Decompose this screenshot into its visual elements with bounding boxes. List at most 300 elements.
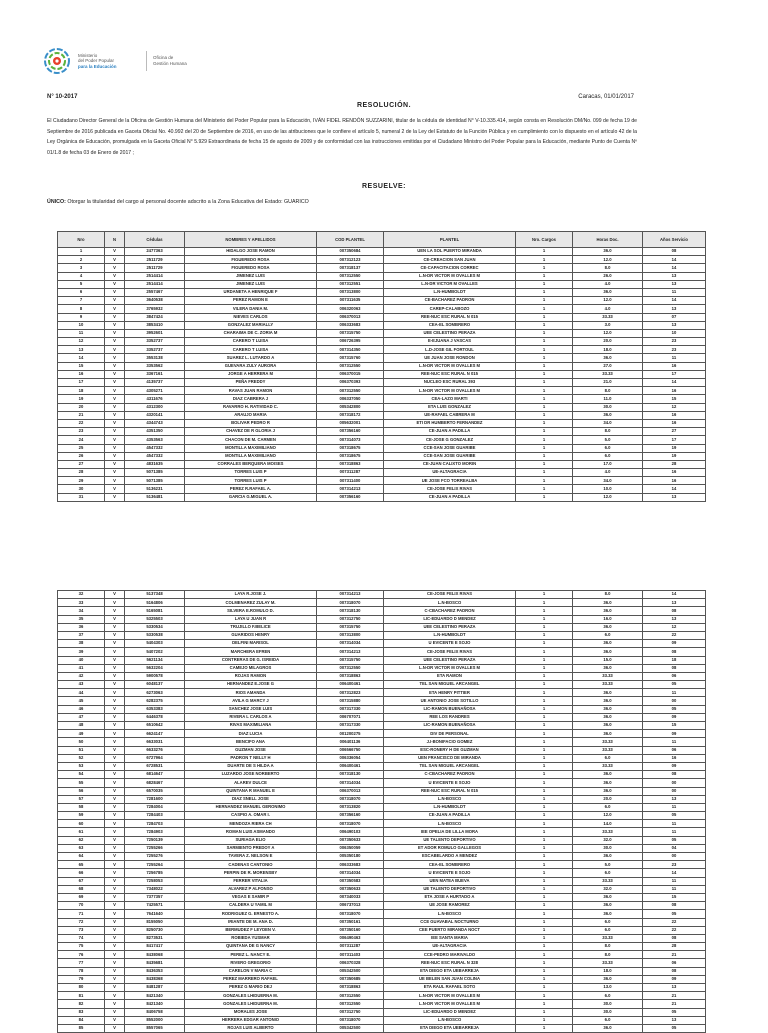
table-cell: 006707071 — [317, 713, 384, 721]
table-cell: V — [105, 1016, 125, 1024]
table-cell: 8 — [58, 305, 105, 313]
table-cell: MONTILLA MAXIMILIANO — [185, 444, 317, 452]
table-row — [58, 469, 706, 477]
table-cell: CCE-SAN JOSE GUARIBE — [384, 444, 516, 452]
table-cell: 17 — [643, 436, 706, 444]
resolution-title: RESOLUCIÓN. — [356, 102, 412, 109]
table-cell: V — [105, 354, 125, 362]
table-cell: 38 — [58, 640, 105, 648]
table-cell: 13 — [58, 346, 105, 354]
table-cell: 8155050 — [125, 918, 185, 926]
table-cell: 13 — [643, 305, 706, 313]
table-cell: 5325503 — [125, 615, 185, 623]
table-cell: 75 — [58, 943, 105, 951]
table-cell: 4 — [58, 272, 105, 280]
table-cell: CE-JUAN A PADILLA — [384, 493, 516, 501]
ministry-logo-icon — [44, 48, 70, 74]
table-cell: REE-NUC ESC RURAL N 328 — [384, 959, 516, 967]
table-cell: L.N-DR VICTOR M OVALLES M — [384, 1000, 516, 1008]
table-cell: L.N-HUMBOLDT — [384, 803, 516, 811]
table-row — [58, 272, 706, 280]
table-cell: 57 — [58, 795, 105, 803]
table-cell: 1 — [516, 787, 573, 795]
table-cell: 7348022 — [125, 885, 185, 893]
table-cell: 74 — [58, 934, 105, 942]
table-cell: 1 — [516, 812, 573, 820]
table-cell: 1 — [516, 910, 573, 918]
table-cell: V — [105, 672, 125, 680]
table-cell: C-CBACHAREZ PADRON — [384, 771, 516, 779]
table-cell: 8421340 — [125, 992, 185, 1000]
table-cell: 23 — [643, 346, 706, 354]
table-cell: 7258053 — [125, 877, 185, 885]
table-cell: 09 — [643, 640, 706, 648]
table-cell: CE-CREACION SAN JUAN — [384, 256, 516, 264]
table-cell: IEE SANTA MARIA — [384, 934, 516, 942]
table-cell: 8481287 — [125, 984, 185, 992]
table-cell: 1 — [516, 820, 573, 828]
table-cell: 6814647 — [125, 771, 185, 779]
table-row — [58, 436, 706, 444]
table-cell: CASPIO A. OMAR I. — [185, 812, 317, 820]
table-cell: L.N-BOSCO — [384, 910, 516, 918]
header-divider — [146, 51, 147, 71]
table-cell: 006401136 — [317, 738, 384, 746]
table-cell: V — [105, 346, 125, 354]
table-cell: BOLIVAR PEDRO R — [185, 419, 317, 427]
table-cell: RIVAS MAXIMILIANA — [185, 722, 317, 730]
table-cell: 1 — [516, 697, 573, 705]
table-cell: TORRES LUIS P — [185, 469, 317, 477]
table-cell: 006726395 — [317, 338, 384, 346]
table-row — [58, 403, 706, 411]
table-cell: NIEVES CARLOS — [185, 313, 317, 321]
table-cell: 007312123 — [317, 256, 384, 264]
table-cell: 1 — [516, 705, 573, 713]
table-cell: V — [105, 836, 125, 844]
table-cell: 11 — [643, 820, 706, 828]
table-cell: 15 — [643, 395, 706, 403]
table-cell: BENCIFO ANA — [185, 738, 317, 746]
table-row — [58, 730, 706, 738]
table-cell: 1 — [516, 362, 573, 370]
table-cell: PEREZ R.RAFAEL A. — [185, 485, 317, 493]
table-cell: V — [105, 615, 125, 623]
table-cell: 8406758 — [125, 1008, 185, 1016]
table-cell: CADENAS CANTONIO — [185, 861, 317, 869]
table-cell: HERNANDEZ MANUEL GERONIMO — [185, 803, 317, 811]
table-cell: UE TALENTO DEPORTIVO — [384, 885, 516, 893]
table-cell: 4.0 — [573, 469, 643, 477]
table-cell: V — [105, 689, 125, 697]
table-cell: 2 — [58, 256, 105, 264]
table-cell: V — [105, 1008, 125, 1016]
table-cell: 21 — [58, 411, 105, 419]
table-cell: 36.0 — [573, 1024, 643, 1032]
table-cell: V — [105, 321, 125, 329]
table-row — [58, 754, 706, 762]
table-row — [58, 607, 706, 615]
table-row — [58, 795, 706, 803]
table-cell: 1 — [516, 1008, 573, 1016]
table-cell: PEREZ G MARIO DEJ — [185, 984, 317, 992]
table-cell: 007314073 — [317, 436, 384, 444]
table-cell: 14 — [643, 591, 706, 599]
table-cell: 36.0 — [573, 599, 643, 607]
table-cell: L.N-DR VICTOR M OVALLES M — [384, 362, 516, 370]
table-cell: 1 — [516, 681, 573, 689]
table-cell: CE-BACHAREZ PADRON — [384, 297, 516, 305]
table-cell: 007314034 — [317, 640, 384, 648]
table-cell: 33.33 — [573, 762, 643, 770]
table-cell: 69 — [58, 893, 105, 901]
table-cell: 15 — [643, 722, 706, 730]
table-cell: GUEVARA ZULY AURORA — [185, 362, 317, 370]
table-cell: 6.0 — [573, 631, 643, 639]
table-cell: 1 — [516, 975, 573, 983]
table-cell: 1 — [516, 861, 573, 869]
table-cell: 007314213 — [317, 591, 384, 599]
table-row — [58, 681, 706, 689]
table-row — [58, 762, 706, 770]
table-cell: RIOS AMANDA — [185, 689, 317, 697]
table-cell: CE-JUAN CALIXTO MORIN — [384, 460, 516, 468]
table-cell: 1 — [516, 419, 573, 427]
table-cell: 007317330 — [317, 722, 384, 730]
table-cell: 1 — [516, 853, 573, 861]
table-cell: 15 — [58, 362, 105, 370]
table-cell: REE LOS RANDRES — [384, 713, 516, 721]
table-cell: 3 — [58, 264, 105, 272]
table-cell: 1 — [516, 452, 573, 460]
table-cell: FIGUEREDO ROSA — [185, 264, 317, 272]
table-row — [58, 951, 706, 959]
table-cell: J.I-BONIFACIO GOMEZ — [384, 738, 516, 746]
table-cell: 19 — [643, 452, 706, 460]
table-cell: L.N-HUMBOLDT — [384, 288, 516, 296]
table-cell: 50 — [58, 738, 105, 746]
table-row — [58, 428, 706, 436]
table-cell: 05 — [643, 910, 706, 918]
table-cell: 4305271 — [125, 387, 185, 395]
table-cell: 1 — [516, 607, 573, 615]
table-cell: 12.0 — [573, 297, 643, 305]
table-cell: 1 — [516, 926, 573, 934]
table-cell: 16 — [643, 387, 706, 395]
table-cell: 00 — [643, 853, 706, 861]
table-cell: LIC-EDUARDO D MENDEZ — [384, 615, 516, 623]
table-cell: V — [105, 934, 125, 942]
table-cell: 13 — [643, 984, 706, 992]
table-cell: DUARTE DE S HILDA A — [185, 762, 317, 770]
table-cell: 007318675 — [317, 444, 384, 452]
table-cell: AVILA G MARCY J — [185, 697, 317, 705]
table-cell: V — [105, 1024, 125, 1032]
table-row — [58, 926, 706, 934]
table-cell: 006370015 — [317, 370, 384, 378]
table-cell: 33.33 — [573, 959, 643, 967]
column-header: NOMBRES Y APELLIDOS — [185, 232, 317, 248]
table-cell: 1 — [516, 280, 573, 288]
table-cell: NUCLEO ESC RURAL 393 — [384, 379, 516, 387]
table-cell: CARELON V MARIA C — [185, 967, 317, 975]
table-cell: 6510642 — [125, 722, 185, 730]
column-header: Cédulas — [125, 232, 185, 248]
resolution-number: N° 10-2017 — [47, 94, 78, 100]
table-cell: L.N-DR VICTOR M OVALLES M — [384, 992, 516, 1000]
table-cell: V — [105, 779, 125, 787]
table-cell: 49 — [58, 730, 105, 738]
table-cell: V — [105, 313, 125, 321]
table-cell: 4.0 — [573, 305, 643, 313]
table-cell: 81 — [58, 992, 105, 1000]
table-cell: DIAZ LUCIA — [185, 730, 317, 738]
table-cell: UEN LA SOL PUERTO MIRANDA — [384, 248, 516, 256]
table-cell: 08 — [643, 902, 706, 910]
table-cell: V — [105, 746, 125, 754]
table-cell: 5164806 — [125, 599, 185, 607]
table-cell: 4351350 — [125, 428, 185, 436]
table-cell: 007314034 — [317, 779, 384, 787]
table-cell: 001200275 — [317, 730, 384, 738]
table-cell: 14 — [643, 297, 706, 305]
table-cell: 1 — [516, 321, 573, 329]
table-cell: 33.33 — [573, 828, 643, 836]
table-cell: 3640538 — [125, 297, 185, 305]
table-cell: 05 — [643, 1008, 706, 1016]
table-cell: 1 — [516, 1024, 573, 1032]
table-cell: 1 — [516, 477, 573, 485]
table-cell: L.N-HUMBOLDT — [384, 631, 516, 639]
table-row — [58, 812, 706, 820]
table-cell: LAYA R.JOSE J. — [185, 591, 317, 599]
table-cell: 13 — [643, 615, 706, 623]
table-cell: 8421340 — [125, 1000, 185, 1008]
table-cell: BERMUDEZ F LEYDEN V. — [185, 926, 317, 934]
table-row — [58, 705, 706, 713]
table-cell: 64 — [58, 853, 105, 861]
table-cell: 007315880 — [317, 697, 384, 705]
table-cell: V — [105, 918, 125, 926]
table-cell: V — [105, 329, 125, 337]
table-cell: 14 — [643, 869, 706, 877]
table-cell: 6624147 — [125, 730, 185, 738]
table-cell: 76 — [58, 951, 105, 959]
table-cell: 36.0 — [573, 697, 643, 705]
table-cell: LIC-RAMON BUENAÑOSA — [384, 722, 516, 730]
table-cell: 6282375 — [125, 697, 185, 705]
table-cell: 09 — [643, 713, 706, 721]
table-cell: 2514414 — [125, 272, 185, 280]
table-cell: V — [105, 648, 125, 656]
table-cell: 08 — [643, 771, 706, 779]
table-cell: 16 — [643, 754, 706, 762]
table-cell: RAVAS JUAN RAMON — [185, 387, 317, 395]
table-cell: GUZMAN JOSE — [185, 746, 317, 754]
ministry-line: del Poder Popular — [78, 58, 115, 64]
table-cell: GONZALES LHIDUERNA M. — [185, 992, 317, 1000]
table-cell: 007356160 — [317, 812, 384, 820]
table-cell: U EVICENTE E SOJO — [384, 640, 516, 648]
table-cell: 22 — [643, 918, 706, 926]
table-row — [58, 615, 706, 623]
table-cell: 36.0 — [573, 607, 643, 615]
table-row — [58, 623, 706, 631]
table-cell: SARMIENTO PREDOY A — [185, 844, 317, 852]
table-cell: 007350161 — [317, 918, 384, 926]
table-cell: U EVICENTE E SOJO — [384, 869, 516, 877]
table-cell: 007312750 — [317, 615, 384, 623]
table-cell: V — [105, 477, 125, 485]
table-cell: CE-JUAN A PADILLA — [384, 812, 516, 820]
table-cell: 8557065 — [125, 1024, 185, 1032]
table-cell: 68 — [58, 885, 105, 893]
table-row — [58, 722, 706, 730]
table-cell: V — [105, 280, 125, 288]
table-cell: 77 — [58, 959, 105, 967]
table-cell: 12.0 — [573, 329, 643, 337]
table-cell: V — [105, 803, 125, 811]
table-cell: 2557467 — [125, 288, 185, 296]
table-cell: 5071385 — [125, 477, 185, 485]
table-cell: 007312550 — [317, 362, 384, 370]
table-cell: 18 — [58, 387, 105, 395]
table-cell: 007312823 — [317, 689, 384, 697]
table-cell: 6.0 — [573, 926, 643, 934]
table-cell: UE JOSE FCO TORREALBA — [384, 477, 516, 485]
table-cell: 1 — [516, 493, 573, 501]
table-cell: V — [105, 992, 125, 1000]
table-cell: 6.0 — [573, 918, 643, 926]
table-row — [58, 338, 706, 346]
table-cell: 13 — [643, 599, 706, 607]
letterhead — [44, 48, 203, 74]
resolution-date: Caracas, 01/01/2017 — [578, 94, 634, 100]
table-cell: 16 — [643, 419, 706, 427]
table-cell: 21.0 — [573, 379, 643, 387]
table-body — [58, 248, 706, 502]
table-cell: 14 — [58, 354, 105, 362]
table-cell: 1 — [516, 387, 573, 395]
table-cell: 31 — [58, 493, 105, 501]
table-cell: 08 — [643, 607, 706, 615]
table-cell: 41 — [58, 664, 105, 672]
table-cell: PADRON T NELLY H — [185, 754, 317, 762]
column-header: Nro — [58, 232, 105, 248]
table-cell: 1 — [516, 305, 573, 313]
table-cell: 06 — [643, 672, 706, 680]
table-cell: 10 — [643, 329, 706, 337]
table-cell: HIDALGO JOSE RAMON — [185, 248, 317, 256]
table-cell: 17.0 — [573, 460, 643, 468]
table-row — [58, 828, 706, 836]
table-cell: ETI DR HUMBERTO FERNANDEZ — [384, 419, 516, 427]
table-cell: V — [105, 730, 125, 738]
table-cell: 05 — [643, 681, 706, 689]
table-cell: 007311635 — [317, 297, 384, 305]
table-cell: CONTRERAS DE G. ISREIDA — [185, 656, 317, 664]
table-cell: QUINTANA R MANUEL E — [185, 787, 317, 795]
table-row — [58, 477, 706, 485]
table-row — [58, 305, 706, 313]
table-cell: 7641640 — [125, 910, 185, 918]
table-cell: 13 — [643, 321, 706, 329]
table-cell: CE-JUAN A PADILLA — [384, 428, 516, 436]
table-cell: 007350583 — [317, 877, 384, 885]
table-cell: 19 — [643, 444, 706, 452]
table-cell: 36.0 — [573, 910, 643, 918]
table-cell: 6633031 — [125, 738, 185, 746]
table-cell: V — [105, 469, 125, 477]
table-row — [58, 346, 706, 354]
table-cell: 11 — [643, 354, 706, 362]
table-cell: 6 — [58, 288, 105, 296]
table-cell: HERRERA EDGAR ANTONIO — [185, 1016, 317, 1024]
table-cell: 5 — [58, 280, 105, 288]
table-cell: 18.0 — [573, 346, 643, 354]
table-cell: 34 — [58, 607, 105, 615]
table-cell: CE-JOSE FELIX RIVAS — [384, 648, 516, 656]
table-cell: 3853410 — [125, 321, 185, 329]
table-cell: 05 — [643, 812, 706, 820]
table-cell: 4547332 — [125, 452, 185, 460]
table-cell: MONTILLA MAXIMILIANO — [185, 452, 317, 460]
table-cell: ETA DIEGO ETA UEBARREJA — [384, 1024, 516, 1032]
table-cell: 14.0 — [573, 820, 643, 828]
table-cell: 00 — [643, 787, 706, 795]
table-cell: V — [105, 853, 125, 861]
table-cell: 007350160 — [317, 926, 384, 934]
table-cell: 23 — [58, 428, 105, 436]
table-cell: 5900578 — [125, 672, 185, 680]
table-cell: 14 — [643, 379, 706, 387]
table-cell: 34.0 — [573, 419, 643, 427]
table-cell: 16.0 — [573, 615, 643, 623]
table-row — [58, 992, 706, 1000]
table-cell: ROBIEDA YUSMAR — [185, 934, 317, 942]
table-cell: 37 — [58, 631, 105, 639]
table-cell: 29 — [58, 477, 105, 485]
table-cell: 007314350 — [317, 346, 384, 354]
table-cell: V — [105, 893, 125, 901]
table-row — [58, 656, 706, 664]
column-header: Horas Doc. — [573, 232, 643, 248]
table-cell: 34.0 — [573, 477, 643, 485]
table-cell: 6353383 — [125, 705, 185, 713]
table-cell: 3847424 — [125, 313, 185, 321]
table-row — [58, 902, 706, 910]
table-cell: 36.0 — [573, 705, 643, 713]
table-cell: 007315760 — [317, 354, 384, 362]
table-cell: 36.0 — [573, 640, 643, 648]
table-cell: UEN FRANCISCO DE MIRANDA — [384, 754, 516, 762]
table-cell: 1 — [516, 1016, 573, 1024]
table-cell: 8273531 — [125, 934, 185, 942]
table-cell: 10 — [58, 321, 105, 329]
table-row — [58, 599, 706, 607]
table-cell: 08 — [643, 934, 706, 942]
table-cell: 007318675 — [317, 452, 384, 460]
table-cell: 24 — [58, 436, 105, 444]
office-name — [153, 55, 203, 66]
table-cell: 007318130 — [317, 607, 384, 615]
table-cell: 1 — [516, 256, 573, 264]
table-cell: PERPIN DE R. MORENSBY — [185, 869, 317, 877]
table-cell: V — [105, 869, 125, 877]
table-cell: 36.0 — [573, 771, 643, 779]
table-cell: TORRES LUIS P — [185, 477, 317, 485]
table-cell: 20.0 — [573, 338, 643, 346]
